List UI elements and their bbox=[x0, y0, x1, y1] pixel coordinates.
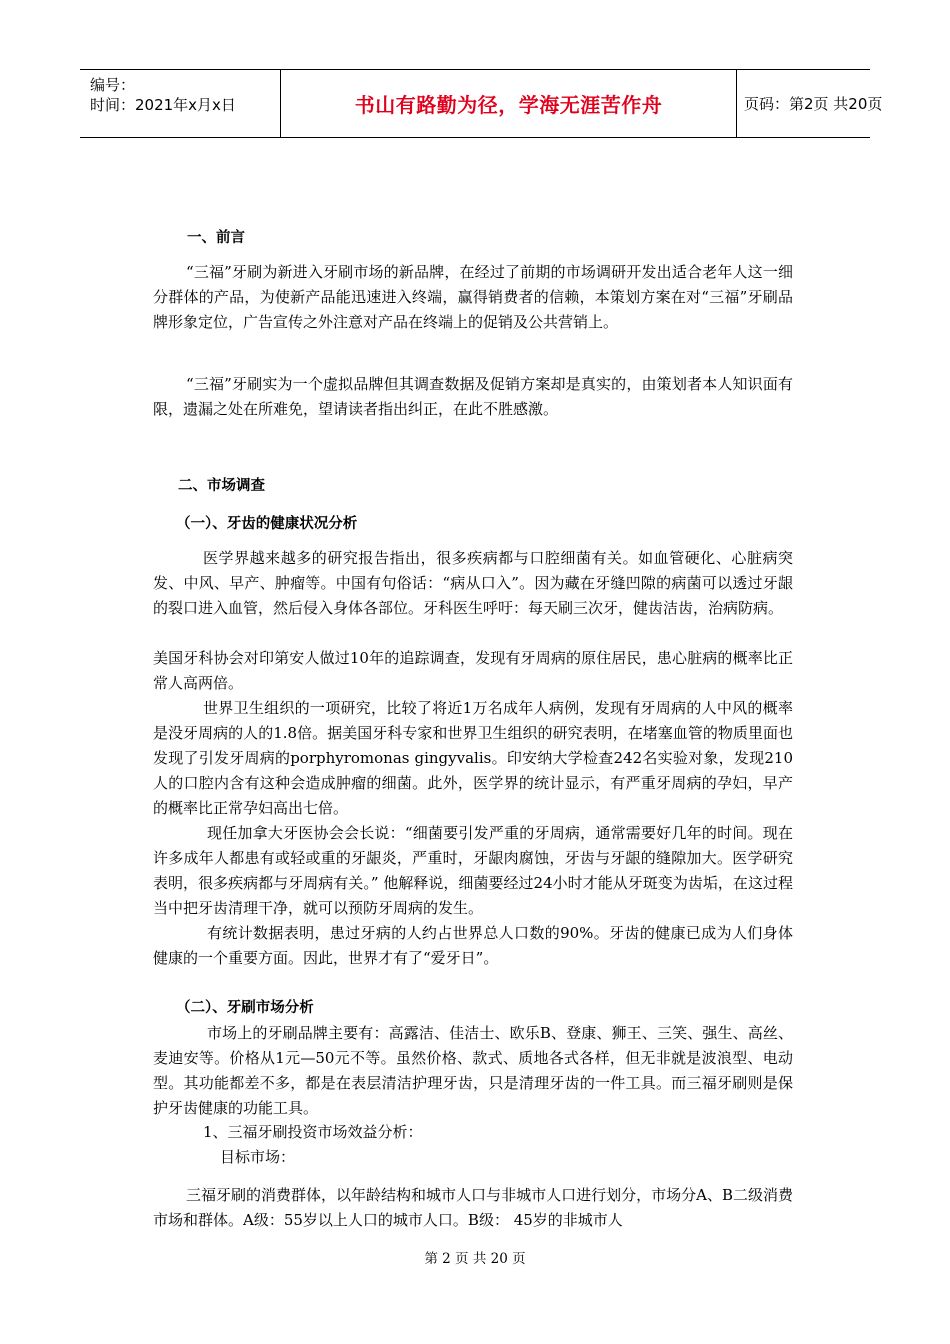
paragraph-teeth-1: 医学界越来越多的研究报告指出，很多疾病都与口腔细菌有关。如血管硬化、心脏病突发、中风、早产、肿瘤等。中国有句俗话：“病从口入”。因为藏在牙缝凹隙的病菌可以透过牙龈的裂口进入血管，然后侵入身体各部位。牙科医生呼吁：每天刷三次牙，健齿洁齿，治病防病。 bbox=[153, 549, 793, 617]
header-motto: 书山有路勤为径，学海无涯苦作舟 bbox=[354, 93, 663, 117]
section-title-market: 二、市场调查 bbox=[178, 478, 265, 494]
header-motto-cell bbox=[280, 70, 737, 137]
paragraph-teeth-4: 现任加拿大牙医协会会长说：“细菌要引发严重的牙周病，通常需要好几年的时间。现在许多成年人都患有或轻或重的牙龈炎，严重时，牙龈肉腐蚀，牙齿与牙龈的缝隙加大。医学研究表明，很多疾病都与牙周病有关。” 他解释说，细菌要经过24小时才能从牙斑变为齿垢，在这过程当中把牙齿清理干净，就可以预防牙周病的发生。 bbox=[153, 824, 793, 917]
list-item-investment-analysis: 1、三福牙刷投资市场效益分析： bbox=[203, 1123, 423, 1141]
header-date-label: 时间：2021年x月x日 bbox=[90, 96, 236, 114]
page-footer: 第 2 页 共 20 页 bbox=[424, 1251, 526, 1267]
paragraph-teeth-3: 世界卫生组织的一项研究，比较了将近1万名成年人病例，发现有牙周病的人中风的概率是没牙周病的人的1.8倍。据美国牙科专家和世界卫生组织的研究表明，在堵塞血管的物质里面也发现了引发牙周病的porphyromonas gingyvalis。印安纳大学检查242名实验对象，发现210人的口腔内含有这种会造成肿瘤的细菌。此外，医学界的统计显示，有严重牙周病的孕妇，早产的概率比正常孕妇高出七倍。 bbox=[153, 699, 793, 817]
document-header bbox=[80, 69, 883, 138]
subsection-title-toothbrush-market: （二）、牙刷市场分析 bbox=[176, 1000, 314, 1016]
paragraph-market-2: 三福牙刷的消费群体，以年龄结构和城市人口与非城市人口进行划分，市场分A、B二级消费市场和群体。A级：55岁以上人口的城市人口。B级： 45岁的非城市人 bbox=[153, 1186, 793, 1229]
paragraph-preface-2: “三福”牙刷实为一个虚拟品牌但其调查数据及促销方案却是真实的，由策划者本人知识面有限，遗漏之处在所难免，望请读者指出纠正，在此不胜感激。 bbox=[153, 375, 793, 418]
paragraph-market-1: 市场上的牙刷品牌主要有：高露洁、佳洁士、欧乐B、登康、狮王、三笑、强生、高丝、麦迪安等。价格从1元—50元不等。虽然价格、款式、质地各式各样，但无非就是波浪型、电动型。其功能都差不多，都是在表层清洁护理牙齿，只是清理牙齿的一件工具。而三福牙刷则是保护牙齿健康的功能工具。 bbox=[153, 1024, 793, 1117]
header-page-info: 页码：第2页 共20页 bbox=[744, 95, 883, 113]
label-target-market: 目标市场： bbox=[220, 1148, 296, 1166]
section-title-preface: 一、前言 bbox=[187, 230, 245, 246]
paragraph-teeth-2: 美国牙科协会对印第安人做过10年的追踪调查，发现有牙周病的原住居民，患心脏病的概率比正常人高两倍。 bbox=[153, 649, 793, 692]
header-number-label: 编号： bbox=[90, 76, 136, 94]
subsection-title-teeth-health: （一）、牙齿的健康状况分析 bbox=[176, 516, 358, 532]
header-meta-cell bbox=[80, 70, 280, 137]
header-page-cell bbox=[736, 70, 883, 137]
paragraph-preface-1: “三福”牙刷为新进入牙刷市场的新品牌，在经过了前期的市场调研开发出适合老年人这一细分群体的产品，为使新产品能迅速进入终端，赢得销费者的信赖，本策划方案在对“三福”牙刷品牌形象定位，广告宣传之外注意对产品在终端上的促销及公共营销上。 bbox=[153, 263, 793, 331]
paragraph-teeth-5: 有统计数据表明，患过牙病的人约占世界总人口数的90%。牙齿的健康已成为人们身体健康的一个重要方面。因此，世界才有了“爱牙日”。 bbox=[153, 924, 793, 967]
